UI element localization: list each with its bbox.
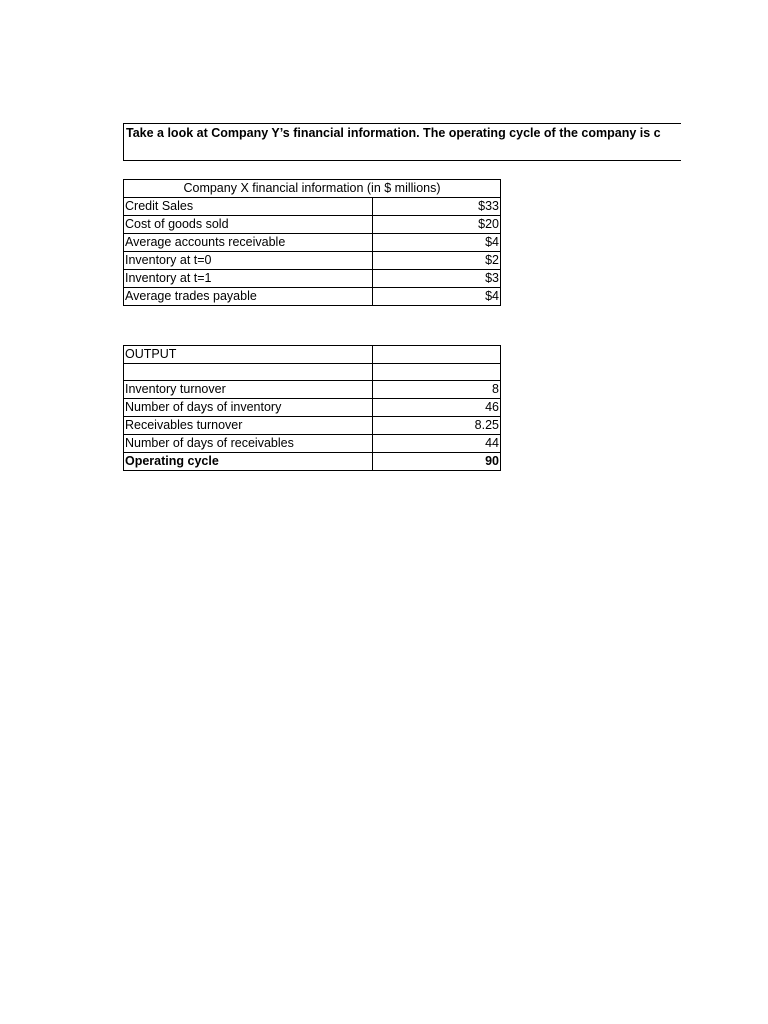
- row-value-days-receivables[interactable]: 44: [373, 435, 501, 453]
- row-value-inventory-t0[interactable]: $2: [373, 252, 501, 270]
- table-row: [124, 270, 501, 288]
- row-label-days-receivables[interactable]: Number of days of receivables: [124, 435, 373, 453]
- row-value-inventory-t1[interactable]: $3: [373, 270, 501, 288]
- output-table: [123, 345, 501, 471]
- row-label-receivables-turnover[interactable]: Receivables turnover: [124, 417, 373, 435]
- row-label-operating-cycle[interactable]: Operating cycle: [124, 453, 373, 471]
- table-title-row: [124, 346, 501, 364]
- table-row: [124, 417, 501, 435]
- row-value-avg-payable[interactable]: $4: [373, 288, 501, 306]
- row-label-inventory-turnover[interactable]: Inventory turnover: [124, 381, 373, 399]
- row-label-avg-receivable[interactable]: Average accounts receivable: [124, 234, 373, 252]
- empty-cell[interactable]: [373, 364, 501, 381]
- row-value-receivables-turnover[interactable]: 8.25: [373, 417, 501, 435]
- question-header-box[interactable]: [123, 123, 681, 161]
- financial-table-title[interactable]: Company X financial information (in $ millions): [124, 180, 501, 198]
- row-value-cogs[interactable]: $20: [373, 216, 501, 234]
- table-row: [124, 381, 501, 399]
- table-row: [124, 399, 501, 417]
- table-row: [124, 252, 501, 270]
- table-row: [124, 198, 501, 216]
- row-value-avg-receivable[interactable]: $4: [373, 234, 501, 252]
- row-label-inventory-t0[interactable]: Inventory at t=0: [124, 252, 373, 270]
- row-label-days-inventory[interactable]: Number of days of inventory: [124, 399, 373, 417]
- table-row: [124, 435, 501, 453]
- table-row: [124, 216, 501, 234]
- table-row: [124, 234, 501, 252]
- row-label-credit-sales[interactable]: Credit Sales: [124, 198, 373, 216]
- table-row: [124, 364, 501, 381]
- output-table-title[interactable]: OUTPUT: [124, 346, 373, 364]
- row-value-inventory-turnover[interactable]: 8: [373, 381, 501, 399]
- table-row: [124, 288, 501, 306]
- financial-info-table: [123, 179, 501, 306]
- empty-cell[interactable]: [373, 346, 501, 364]
- row-label-cogs[interactable]: Cost of goods sold: [124, 216, 373, 234]
- row-value-operating-cycle[interactable]: 90: [373, 453, 501, 471]
- table-row: [124, 453, 501, 471]
- row-value-credit-sales[interactable]: $33: [373, 198, 501, 216]
- empty-cell[interactable]: [124, 364, 373, 381]
- row-label-avg-payable[interactable]: Average trades payable: [124, 288, 373, 306]
- row-label-inventory-t1[interactable]: Inventory at t=1: [124, 270, 373, 288]
- table-title-row: [124, 180, 501, 198]
- question-header-text: Take a look at Company Y’s financial information. The operating cycle of the company is c: [126, 126, 661, 140]
- row-value-days-inventory[interactable]: 46: [373, 399, 501, 417]
